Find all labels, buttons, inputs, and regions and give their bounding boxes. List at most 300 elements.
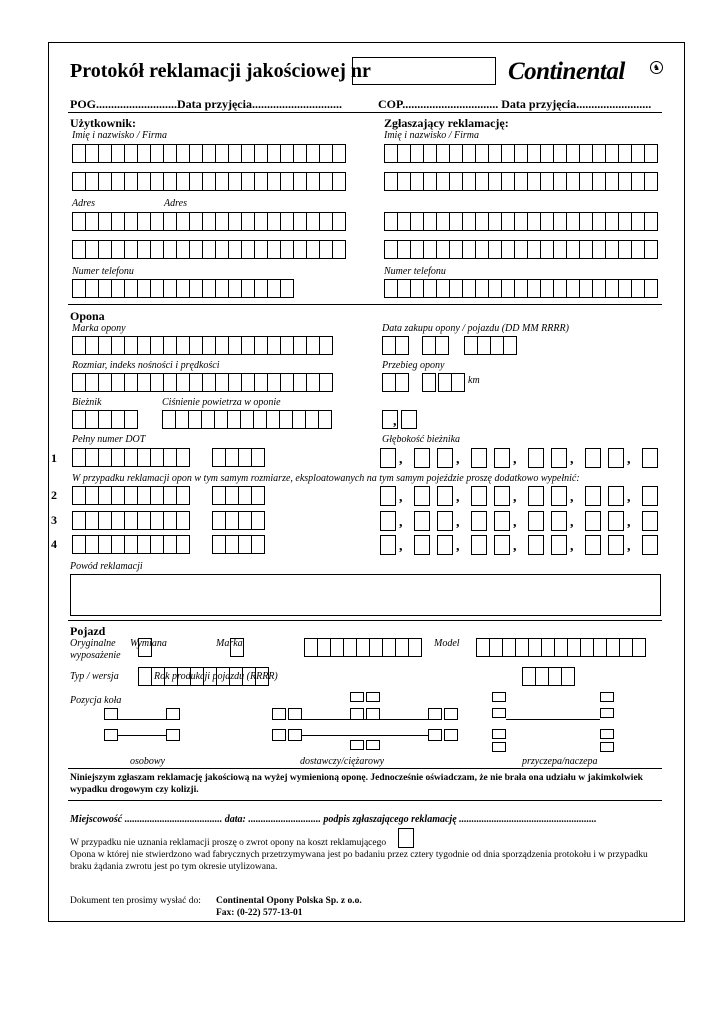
truck-wheel-3-inner-right[interactable] xyxy=(428,729,442,741)
input-cell[interactable] xyxy=(124,144,138,163)
input-cell[interactable] xyxy=(449,144,463,163)
input-cell[interactable] xyxy=(254,373,268,392)
input-cell[interactable] xyxy=(397,212,411,231)
purchase-day-grid[interactable] xyxy=(382,336,409,355)
input-cell[interactable] xyxy=(189,144,203,163)
reporter-address-grid-1[interactable] xyxy=(384,212,658,231)
input-cell[interactable] xyxy=(251,535,265,554)
depth-int-field[interactable] xyxy=(380,448,396,468)
input-cell[interactable] xyxy=(553,212,567,231)
input-cell[interactable] xyxy=(214,410,228,429)
input-cell[interactable] xyxy=(241,172,255,191)
model-grid[interactable] xyxy=(476,638,646,657)
input-cell[interactable] xyxy=(150,144,164,163)
depth-dec-field[interactable] xyxy=(642,486,658,506)
input-cell[interactable] xyxy=(631,212,645,231)
input-cell[interactable] xyxy=(163,511,177,530)
input-cell[interactable] xyxy=(540,212,554,231)
depth-int-field[interactable] xyxy=(494,486,510,506)
depth-int-field[interactable] xyxy=(437,511,453,531)
input-cell[interactable] xyxy=(293,373,307,392)
truck-wheel-2-outer-left[interactable] xyxy=(272,708,286,720)
input-cell[interactable] xyxy=(111,172,125,191)
input-cell[interactable] xyxy=(111,240,125,259)
input-cell[interactable] xyxy=(477,336,491,355)
input-cell[interactable] xyxy=(397,279,411,298)
car-wheel-front-left[interactable] xyxy=(104,708,118,720)
input-cell[interactable] xyxy=(422,373,436,392)
depth-int-field[interactable] xyxy=(551,535,567,555)
input-cell[interactable] xyxy=(176,172,190,191)
input-cell[interactable] xyxy=(202,336,216,355)
dot-grid-4a[interactable] xyxy=(72,535,190,554)
input-cell[interactable] xyxy=(202,144,216,163)
input-cell[interactable] xyxy=(137,279,151,298)
trailer-wheel-4-right[interactable] xyxy=(600,742,614,752)
input-cell[interactable] xyxy=(241,240,255,259)
input-cell[interactable] xyxy=(98,410,112,429)
depth-int-field[interactable] xyxy=(437,448,453,468)
input-cell[interactable] xyxy=(124,535,138,554)
input-cell[interactable] xyxy=(215,172,229,191)
truck-wheel-2-inner-left[interactable] xyxy=(288,708,302,720)
input-cell[interactable] xyxy=(462,144,476,163)
input-cell[interactable] xyxy=(228,279,242,298)
depth-dec-field[interactable] xyxy=(528,511,544,531)
input-cell[interactable] xyxy=(501,172,515,191)
input-cell[interactable] xyxy=(254,172,268,191)
input-cell[interactable] xyxy=(189,240,203,259)
input-cell[interactable] xyxy=(408,638,422,657)
purchase-year-grid[interactable] xyxy=(464,336,517,355)
input-cell[interactable] xyxy=(592,240,606,259)
input-cell[interactable] xyxy=(605,172,619,191)
input-cell[interactable] xyxy=(241,373,255,392)
input-cell[interactable] xyxy=(488,212,502,231)
input-cell[interactable] xyxy=(137,336,151,355)
input-cell[interactable] xyxy=(85,410,99,429)
input-cell[interactable] xyxy=(228,240,242,259)
input-cell[interactable] xyxy=(280,144,294,163)
input-cell[interactable] xyxy=(202,172,216,191)
input-cell[interactable] xyxy=(202,373,216,392)
input-cell[interactable] xyxy=(423,172,437,191)
input-cell[interactable] xyxy=(410,279,424,298)
input-cell[interactable] xyxy=(304,638,318,657)
depth-int-field[interactable] xyxy=(437,486,453,506)
input-cell[interactable] xyxy=(251,448,265,467)
input-cell[interactable] xyxy=(215,240,229,259)
input-cell[interactable] xyxy=(605,279,619,298)
truck-wheel-rear-left[interactable] xyxy=(350,740,364,750)
user-address-grid-2[interactable] xyxy=(72,240,346,259)
input-cell[interactable] xyxy=(225,486,239,505)
input-cell[interactable] xyxy=(111,336,125,355)
depth-int-field[interactable] xyxy=(380,486,396,506)
input-cell[interactable] xyxy=(305,410,319,429)
input-cell[interactable] xyxy=(240,410,254,429)
input-cell[interactable] xyxy=(280,172,294,191)
car-wheel-rear-right[interactable] xyxy=(166,729,180,741)
input-cell[interactable] xyxy=(306,373,320,392)
input-cell[interactable] xyxy=(215,279,229,298)
input-cell[interactable] xyxy=(176,144,190,163)
input-cell[interactable] xyxy=(98,535,112,554)
input-cell[interactable] xyxy=(395,373,409,392)
input-cell[interactable] xyxy=(124,486,138,505)
input-cell[interactable] xyxy=(423,240,437,259)
input-cell[interactable] xyxy=(410,212,424,231)
input-cell[interactable] xyxy=(548,667,562,686)
depth-dec-field[interactable] xyxy=(642,511,658,531)
input-cell[interactable] xyxy=(540,172,554,191)
input-cell[interactable] xyxy=(124,336,138,355)
input-cell[interactable] xyxy=(579,240,593,259)
reporter-phone-grid[interactable] xyxy=(384,279,658,298)
tire-brand-grid[interactable] xyxy=(72,336,333,355)
input-cell[interactable] xyxy=(522,667,536,686)
input-cell[interactable] xyxy=(631,172,645,191)
input-cell[interactable] xyxy=(332,172,346,191)
input-cell[interactable] xyxy=(306,240,320,259)
input-cell[interactable] xyxy=(98,486,112,505)
input-cell[interactable] xyxy=(137,448,151,467)
input-cell[interactable] xyxy=(528,638,542,657)
trailer-wheel-4-left[interactable] xyxy=(492,742,506,752)
input-cell[interactable] xyxy=(188,410,202,429)
input-cell[interactable] xyxy=(553,279,567,298)
input-cell[interactable] xyxy=(462,279,476,298)
input-cell[interactable] xyxy=(343,638,357,657)
input-cell[interactable] xyxy=(553,172,567,191)
input-cell[interactable] xyxy=(85,279,99,298)
input-cell[interactable] xyxy=(85,240,99,259)
dot-grid-1a[interactable] xyxy=(72,448,190,467)
depth-dec-field[interactable] xyxy=(528,448,544,468)
input-cell[interactable] xyxy=(579,212,593,231)
input-cell[interactable] xyxy=(605,212,619,231)
input-cell[interactable] xyxy=(266,410,280,429)
input-cell[interactable] xyxy=(72,535,86,554)
input-cell[interactable] xyxy=(475,144,489,163)
input-cell[interactable] xyxy=(163,336,177,355)
car-wheel-rear-left[interactable] xyxy=(104,729,118,741)
input-cell[interactable] xyxy=(644,240,658,259)
depth-dec-field[interactable] xyxy=(414,511,430,531)
input-cell[interactable] xyxy=(356,638,370,657)
input-cell[interactable] xyxy=(592,212,606,231)
input-cell[interactable] xyxy=(111,144,125,163)
depth-dec-field[interactable] xyxy=(528,486,544,506)
input-cell[interactable] xyxy=(319,212,333,231)
input-cell[interactable] xyxy=(579,144,593,163)
input-cell[interactable] xyxy=(501,144,515,163)
mileage-grid-b[interactable] xyxy=(422,373,436,392)
depth-int-field[interactable] xyxy=(608,535,624,555)
input-cell[interactable] xyxy=(98,511,112,530)
input-cell[interactable] xyxy=(98,373,112,392)
input-cell[interactable] xyxy=(176,279,190,298)
make-grid[interactable] xyxy=(304,638,422,657)
input-cell[interactable] xyxy=(488,279,502,298)
input-cell[interactable] xyxy=(540,144,554,163)
input-cell[interactable] xyxy=(202,279,216,298)
input-cell[interactable] xyxy=(566,279,580,298)
input-cell[interactable] xyxy=(644,172,658,191)
input-cell[interactable] xyxy=(215,144,229,163)
input-cell[interactable] xyxy=(592,172,606,191)
input-cell[interactable] xyxy=(319,240,333,259)
depth-int-field[interactable] xyxy=(608,486,624,506)
input-cell[interactable] xyxy=(124,410,138,429)
input-cell[interactable] xyxy=(267,373,281,392)
input-cell[interactable] xyxy=(514,172,528,191)
input-cell[interactable] xyxy=(267,172,281,191)
input-cell[interactable] xyxy=(280,336,294,355)
input-cell[interactable] xyxy=(228,336,242,355)
input-cell[interactable] xyxy=(150,373,164,392)
input-cell[interactable] xyxy=(253,410,267,429)
input-cell[interactable] xyxy=(72,279,86,298)
dot-grid-2b[interactable] xyxy=(212,486,265,505)
input-cell[interactable] xyxy=(163,240,177,259)
input-cell[interactable] xyxy=(644,144,658,163)
input-cell[interactable] xyxy=(489,638,503,657)
input-cell[interactable] xyxy=(631,240,645,259)
input-cell[interactable] xyxy=(98,212,112,231)
input-cell[interactable] xyxy=(618,240,632,259)
user-phone-grid[interactable] xyxy=(72,279,294,298)
depth-int-field[interactable] xyxy=(551,511,567,531)
input-cell[interactable] xyxy=(631,279,645,298)
truck-wheel-3-outer-right[interactable] xyxy=(444,729,458,741)
input-cell[interactable] xyxy=(137,240,151,259)
input-cell[interactable] xyxy=(593,638,607,657)
input-cell[interactable] xyxy=(501,212,515,231)
input-cell[interactable] xyxy=(137,212,151,231)
input-cell[interactable] xyxy=(318,410,332,429)
input-cell[interactable] xyxy=(280,240,294,259)
input-cell[interactable] xyxy=(85,144,99,163)
input-cell[interactable] xyxy=(306,212,320,231)
input-cell[interactable] xyxy=(618,172,632,191)
input-cell[interactable] xyxy=(490,336,504,355)
input-cell[interactable] xyxy=(384,279,398,298)
input-cell[interactable] xyxy=(605,240,619,259)
input-cell[interactable] xyxy=(319,172,333,191)
input-cell[interactable] xyxy=(410,172,424,191)
input-cell[interactable] xyxy=(150,240,164,259)
input-cell[interactable] xyxy=(254,279,268,298)
user-name-grid-1[interactable] xyxy=(72,144,346,163)
dot-grid-2a[interactable] xyxy=(72,486,190,505)
input-cell[interactable] xyxy=(227,410,241,429)
input-cell[interactable] xyxy=(332,144,346,163)
input-cell[interactable] xyxy=(579,172,593,191)
input-cell[interactable] xyxy=(85,535,99,554)
input-cell[interactable] xyxy=(267,240,281,259)
truck-wheel-2-outer-right[interactable] xyxy=(444,708,458,720)
input-cell[interactable] xyxy=(514,144,528,163)
input-cell[interactable] xyxy=(384,144,398,163)
trailer-wheel-1-left[interactable] xyxy=(492,692,506,702)
input-cell[interactable] xyxy=(228,144,242,163)
input-cell[interactable] xyxy=(124,279,138,298)
input-cell[interactable] xyxy=(319,336,333,355)
input-cell[interactable] xyxy=(228,212,242,231)
input-cell[interactable] xyxy=(527,172,541,191)
input-cell[interactable] xyxy=(423,144,437,163)
input-cell[interactable] xyxy=(176,373,190,392)
input-cell[interactable] xyxy=(267,212,281,231)
input-cell[interactable] xyxy=(72,336,86,355)
input-cell[interactable] xyxy=(332,212,346,231)
input-cell[interactable] xyxy=(592,144,606,163)
input-cell[interactable] xyxy=(502,638,516,657)
truck-wheel-3-inner-left[interactable] xyxy=(288,729,302,741)
input-cell[interactable] xyxy=(514,279,528,298)
input-cell[interactable] xyxy=(176,240,190,259)
input-cell[interactable] xyxy=(293,172,307,191)
input-cell[interactable] xyxy=(238,535,252,554)
input-cell[interactable] xyxy=(384,212,398,231)
input-cell[interactable] xyxy=(332,240,346,259)
pressure-dec-field[interactable] xyxy=(401,410,417,429)
input-cell[interactable] xyxy=(462,212,476,231)
input-cell[interactable] xyxy=(150,535,164,554)
input-cell[interactable] xyxy=(436,279,450,298)
input-cell[interactable] xyxy=(488,240,502,259)
input-cell[interactable] xyxy=(111,373,125,392)
input-cell[interactable] xyxy=(475,172,489,191)
input-cell[interactable] xyxy=(514,212,528,231)
input-cell[interactable] xyxy=(176,448,190,467)
mileage-grid-a[interactable] xyxy=(382,373,409,392)
input-cell[interactable] xyxy=(98,172,112,191)
input-cell[interactable] xyxy=(225,448,239,467)
input-cell[interactable] xyxy=(98,336,112,355)
input-cell[interactable] xyxy=(619,638,633,657)
input-cell[interactable] xyxy=(176,535,190,554)
input-cell[interactable] xyxy=(111,279,125,298)
input-cell[interactable] xyxy=(124,212,138,231)
input-cell[interactable] xyxy=(163,373,177,392)
input-cell[interactable] xyxy=(618,144,632,163)
input-cell[interactable] xyxy=(176,212,190,231)
input-cell[interactable] xyxy=(72,172,86,191)
input-cell[interactable] xyxy=(422,336,436,355)
input-cell[interactable] xyxy=(566,172,580,191)
input-cell[interactable] xyxy=(85,172,99,191)
input-cell[interactable] xyxy=(254,212,268,231)
input-cell[interactable] xyxy=(150,511,164,530)
depth-dec-field[interactable] xyxy=(585,486,601,506)
input-cell[interactable] xyxy=(540,240,554,259)
input-cell[interactable] xyxy=(254,240,268,259)
depth-dec-field[interactable] xyxy=(642,535,658,555)
input-cell[interactable] xyxy=(553,240,567,259)
input-cell[interactable] xyxy=(212,511,226,530)
pressure-grid[interactable] xyxy=(162,410,332,429)
depth-dec-field[interactable] xyxy=(471,535,487,555)
input-cell[interactable] xyxy=(150,279,164,298)
truck-wheel-2-inner-right[interactable] xyxy=(428,708,442,720)
input-cell[interactable] xyxy=(212,448,226,467)
depth-int-field[interactable] xyxy=(608,511,624,531)
input-cell[interactable] xyxy=(72,448,86,467)
reason-textarea[interactable] xyxy=(70,574,661,616)
input-cell[interactable] xyxy=(228,373,242,392)
input-cell[interactable] xyxy=(436,144,450,163)
input-cell[interactable] xyxy=(410,240,424,259)
input-cell[interactable] xyxy=(72,144,86,163)
input-cell[interactable] xyxy=(382,373,396,392)
input-cell[interactable] xyxy=(527,212,541,231)
truck-wheel-front-right[interactable] xyxy=(366,692,380,702)
input-cell[interactable] xyxy=(319,373,333,392)
input-cell[interactable] xyxy=(241,336,255,355)
input-cell[interactable] xyxy=(189,212,203,231)
input-cell[interactable] xyxy=(280,373,294,392)
input-cell[interactable] xyxy=(202,240,216,259)
input-cell[interactable] xyxy=(527,144,541,163)
input-cell[interactable] xyxy=(566,212,580,231)
input-cell[interactable] xyxy=(111,410,125,429)
input-cell[interactable] xyxy=(566,240,580,259)
input-cell[interactable] xyxy=(475,240,489,259)
input-cell[interactable] xyxy=(85,486,99,505)
input-cell[interactable] xyxy=(72,212,86,231)
depth-dec-field[interactable] xyxy=(471,486,487,506)
input-cell[interactable] xyxy=(212,486,226,505)
input-cell[interactable] xyxy=(535,667,549,686)
input-cell[interactable] xyxy=(501,279,515,298)
depth-dec-field[interactable] xyxy=(585,535,601,555)
input-cell[interactable] xyxy=(464,336,478,355)
input-cell[interactable] xyxy=(527,279,541,298)
input-cell[interactable] xyxy=(137,144,151,163)
depth-int-field[interactable] xyxy=(494,535,510,555)
input-cell[interactable] xyxy=(618,212,632,231)
input-cell[interactable] xyxy=(98,144,112,163)
input-cell[interactable] xyxy=(515,638,529,657)
input-cell[interactable] xyxy=(150,212,164,231)
input-cell[interactable] xyxy=(436,240,450,259)
input-cell[interactable] xyxy=(618,279,632,298)
input-cell[interactable] xyxy=(228,172,242,191)
input-cell[interactable] xyxy=(72,410,86,429)
input-cell[interactable] xyxy=(435,336,449,355)
input-cell[interactable] xyxy=(279,410,293,429)
input-cell[interactable] xyxy=(150,486,164,505)
input-cell[interactable] xyxy=(241,212,255,231)
input-cell[interactable] xyxy=(163,212,177,231)
input-cell[interactable] xyxy=(292,410,306,429)
input-cell[interactable] xyxy=(397,240,411,259)
reporter-address-grid-2[interactable] xyxy=(384,240,658,259)
input-cell[interactable] xyxy=(251,511,265,530)
input-cell[interactable] xyxy=(293,240,307,259)
depth-int-field[interactable] xyxy=(551,448,567,468)
input-cell[interactable] xyxy=(382,336,396,355)
input-cell[interactable] xyxy=(553,144,567,163)
input-cell[interactable] xyxy=(163,144,177,163)
input-cell[interactable] xyxy=(436,212,450,231)
input-cell[interactable] xyxy=(382,638,396,657)
trailer-wheel-1-right[interactable] xyxy=(600,692,614,702)
input-cell[interactable] xyxy=(395,638,409,657)
input-cell[interactable] xyxy=(137,373,151,392)
